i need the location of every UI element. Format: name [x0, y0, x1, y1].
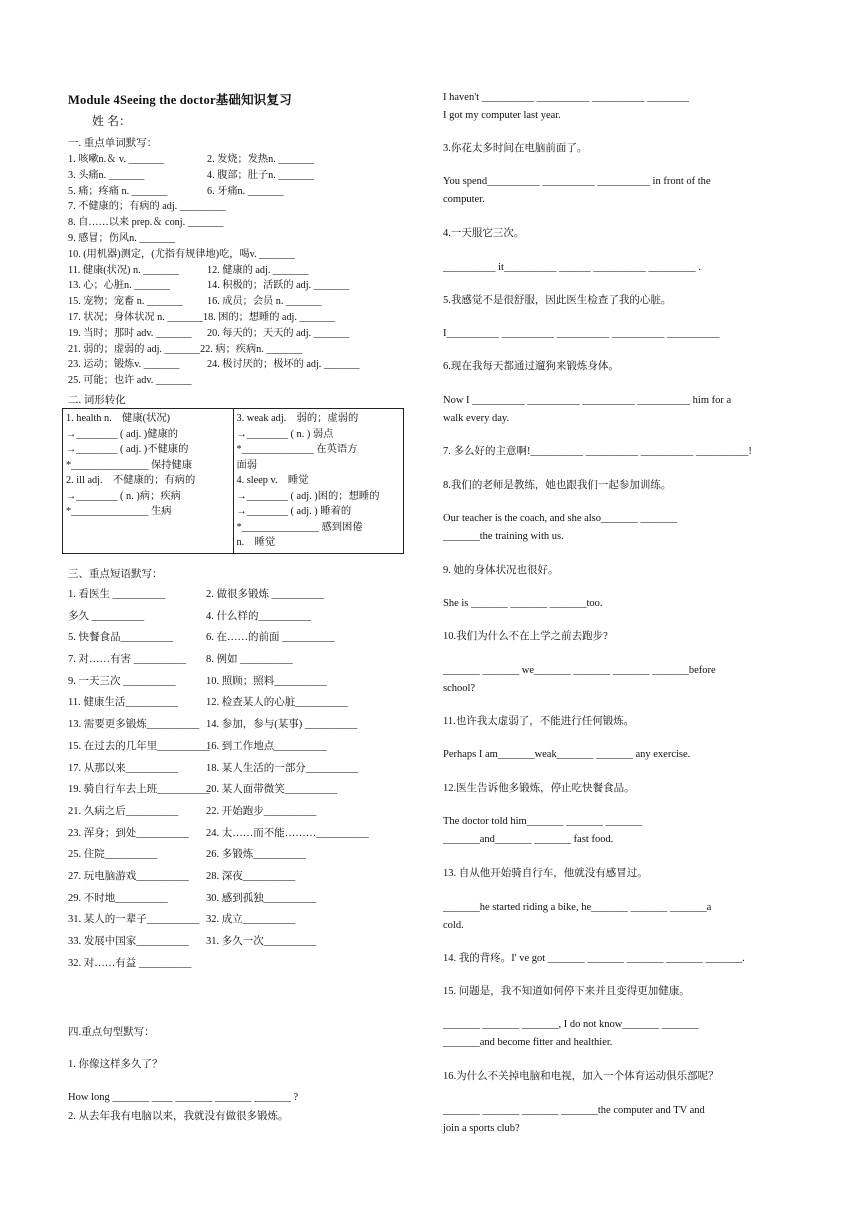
phrase-item: 32. 成立__________ [206, 914, 296, 926]
sentence-line: _______he started riding a bike, he_______ _______ _______a [443, 902, 712, 913]
word-form-line: 2. ill adj. 不健康的；有病的 [66, 475, 196, 486]
phrase-item: 19. 骑自行车去上班__________ [68, 784, 210, 796]
vocab-row [68, 294, 410, 310]
sentence-line: 14. 我的背疼。I' ve got _______ _______ _______ _______ _______. [443, 953, 745, 964]
exercise-item [443, 1016, 793, 1052]
exercise-item [443, 225, 793, 243]
word-form-line: n. 睡觉 [236, 537, 276, 548]
vocab-item: 6. 牙痛n. _______ [207, 185, 284, 197]
name-label: 姓 名： [92, 114, 132, 128]
sentence-line: _______ _______ _______, I do not know_______ _______ [443, 1019, 699, 1030]
section-4-heading: 四.重点句型默写： [68, 1027, 155, 1038]
word-form-line: →________ ( adj. )困的；想睡的 [236, 490, 380, 502]
vocab-row [68, 326, 410, 342]
phrase-row [68, 736, 410, 758]
sentence-line: I got my computer last year. [443, 110, 561, 121]
phrase-item: 13. 需要更多锻炼__________ [68, 719, 200, 731]
sentence-line: 13. 自从他开始骑自行车，他就没有感冒过。 [443, 868, 648, 879]
exercise-item [443, 325, 793, 343]
word-form-line: →________ ( adj. )不健康的 [66, 444, 189, 455]
word-form-line: 3. weak adj. 弱的；虚弱的 [236, 413, 359, 424]
phrase-item: 12. 检查某人的心脏__________ [206, 697, 348, 709]
sentence-line: I__________ __________ __________ __________ __________ [443, 328, 720, 339]
phrase-item: 5. 快餐食品__________ [68, 632, 173, 644]
phrase-item: 2. 做很多锻炼 __________ [206, 589, 325, 600]
sentence-line: Now I __________ __________ __________ __________ him for a [443, 395, 732, 406]
phrase-row [68, 801, 410, 823]
phrase-item: 23. 浑身；到处__________ [68, 827, 189, 839]
sentence-line: _______ _______ we_______ _______ _______ _______before [443, 665, 716, 676]
phrase-item: 28. 深夜__________ [206, 870, 296, 882]
vocab-row [68, 215, 410, 231]
phrase-row [68, 627, 410, 649]
phrase-row [68, 844, 410, 866]
phrase-item: 15. 在过去的几年里__________ [68, 740, 210, 752]
vocab-item: 20. 每天的；天天的 adj. _______ [207, 327, 350, 339]
sentence-line: 16.为什么不关掉电脑和电视，加入一个体育运动俱乐部呢？ [443, 1071, 719, 1082]
phrase-item: 32. 对……有益 __________ [68, 957, 192, 969]
phrase-item: 30. 感到孤独__________ [206, 892, 317, 904]
exercise-item [443, 477, 793, 495]
exercise-item [443, 813, 793, 849]
vocab-item: 9. 感冒；伤风n. _______ [68, 232, 175, 244]
exercise-item [443, 292, 793, 310]
sentence-line: How long _______ ____ _______ _______ _______ ? [68, 1092, 299, 1103]
phrase-row [68, 714, 410, 736]
sentence-line: 11.也许我太虚弱了，不能进行任何锻炼。 [443, 716, 635, 727]
vocab-item: 23. 运动；锻炼v. _______ [68, 359, 180, 371]
phrase-list [68, 584, 410, 974]
exercise-item [443, 1068, 793, 1086]
sentence-line: _______ _______ _______ _______the computer and TV and [443, 1105, 705, 1116]
phrase-row [68, 758, 410, 780]
vocab-item: 21. 弱的；虚弱的 adj. _______22. 病；疾病n. _______ [68, 343, 303, 355]
vocab-item: 10. (用机器)测定，(尤指有规律地)吃，喝v. _______ [68, 248, 295, 260]
phrase-item: 21. 久病之后__________ [68, 805, 179, 817]
vocab-row [68, 263, 410, 279]
vocab-item: 25. 可能；也许 adv. _______ [68, 375, 192, 387]
vocab-row [68, 231, 410, 247]
exercise-item [443, 746, 793, 764]
word-form-line: 面弱 [236, 459, 258, 471]
phrase-row [68, 866, 410, 888]
exercise-item [443, 89, 793, 125]
exercise-item [443, 950, 793, 968]
vocab-row [68, 373, 410, 389]
phrase-item: 20. 某人面带微笑__________ [206, 784, 338, 796]
phrase-item: 6. 在……的前面 __________ [206, 632, 335, 644]
sentence-line: 9. 她的身体状况也很好。 [443, 565, 559, 576]
vocab-item: 15. 宠物；宠畜 n. _______ [68, 296, 183, 308]
phrase-row [68, 671, 410, 693]
sentence-line: computer. [443, 194, 485, 205]
word-form-cell-left [63, 409, 234, 554]
vocab-item: 14. 积极的；活跃的 adj. _______ [207, 280, 350, 292]
sentence-line: Perhaps I am_______weak_______ _______ any exercise. [443, 749, 691, 760]
page-title: Module 4Seeing the doctor基础知识复习 [68, 93, 292, 107]
exercise-item [443, 865, 793, 883]
exercise-item [443, 983, 793, 1001]
phrase-item: 24. 太……而不能………__________ [206, 827, 369, 839]
vocab-item: 1. 咳嗽n.＆ v. _______ [68, 154, 165, 165]
phrase-item: 29. 不时地__________ [68, 892, 168, 904]
section-1-heading: 一. 重点单词默写： [68, 138, 158, 149]
exercise-item [443, 358, 793, 376]
sentence-line: 2. 从去年我有电脑以来，我就没有做很多锻炼。 [68, 1111, 289, 1122]
phrase-item: 8. 例如 __________ [206, 654, 293, 666]
phrase-item: 1. 看医生 __________ [68, 589, 166, 600]
vocab-item: 19. 当时；那时 adv. _______ [68, 327, 192, 339]
sentence-line: school? [443, 683, 476, 694]
vocab-item: 8. 自……以来 prep.＆ conj. _______ [68, 217, 224, 229]
phrase-item: 14. 参加，参与(某事) __________ [206, 719, 358, 731]
exercise-item [443, 595, 793, 613]
phrase-item: 9. 一天三次 __________ [68, 675, 176, 687]
sentence-line: She is _______ _______ _______too. [443, 598, 603, 609]
vocab-item: 11. 健康(状况) n. _______ [68, 264, 179, 276]
vocab-item: 12. 健康的 adj. _______ [207, 264, 309, 276]
sentence-line: 6.现在我每天都通过遛狗来锻炼身体。 [443, 361, 619, 372]
exercise-item [443, 259, 793, 277]
phrase-item: 16. 到工作地点__________ [206, 740, 327, 752]
vocab-item: 3. 头痛n. _______ [68, 169, 145, 181]
word-form-line: *______________ 在英语方 [236, 444, 358, 455]
vocab-row [68, 199, 410, 215]
phrase-row [68, 779, 410, 801]
vocab-item: 5. 痛；疼痛 n. _______ [68, 185, 168, 197]
vocab-item: 2. 发烧；发热n. _______ [207, 154, 314, 165]
sentence-line: 3.你花太多时间在电脑前面了。 [443, 143, 588, 154]
vocab-row [68, 310, 410, 326]
word-form-line: →________ ( adj. ) 睡着的 [236, 506, 352, 517]
vocab-item: 13. 心；心脏n. _______ [68, 280, 170, 292]
sentence-line: _______the training with us. [443, 531, 564, 542]
phrase-row [68, 649, 410, 671]
phrase-item: 7. 对……有害 __________ [68, 654, 187, 666]
sentence-line: 12.医生告诉他多锻炼，停止吃快餐食品。 [443, 783, 635, 794]
phrase-item: 10. 照顾；照料__________ [206, 675, 327, 687]
vocab-item: 17. 状况；身体状况 n. _______18. 困的；想睡的 adj. _______ [68, 311, 336, 323]
phrase-row [68, 953, 410, 975]
exercise-item [443, 510, 793, 546]
sentence-line: 1. 你像这样多久了？ [68, 1059, 163, 1070]
vocab-row [68, 152, 410, 168]
phrase-item: 11. 健康生活__________ [68, 697, 178, 709]
sentence-line: join a sports club? [443, 1123, 520, 1134]
phrase-item: 4. 什么样的__________ [206, 610, 311, 622]
word-form-line: →________ ( adj. )健康的 [66, 428, 179, 440]
section-2-heading: 二. 词形转化 [68, 395, 126, 406]
word-form-cell-right [233, 409, 404, 554]
sentence-line: walk every day. [443, 413, 510, 424]
word-form-line: *_______________ 感到困倦 [236, 521, 363, 533]
exercise-item [443, 562, 793, 580]
sentence-line: 8.我们的老师是教练，她也跟我们一起参加训练。 [443, 480, 672, 491]
sentence-line: 7. 多么好的主意啊!__________ __________ __________ __________! [443, 446, 752, 457]
exercise-item [443, 173, 793, 209]
sentence-line: 5.我感觉不是很舒服，因此医生检查了我的心脏。 [443, 295, 672, 306]
exercise-item [443, 713, 793, 731]
sentence-line: 10.我们为什么不在上学之前去跑步? [443, 631, 608, 642]
word-form-line: 4. sleep v. 睡觉 [236, 475, 309, 486]
vocab-item: 7. 不健康的；有病的 adj. _________ [68, 201, 226, 213]
phrase-row [68, 823, 410, 845]
word-form-line: →________ ( n. )病；疾病 [66, 490, 181, 502]
vocab-list [68, 152, 410, 389]
sentence-line: cold. [443, 920, 464, 931]
phrase-item: 17. 从那以来__________ [68, 762, 179, 774]
vocab-row [68, 184, 410, 200]
exercise-item [443, 140, 793, 158]
phrase-item: 多久 __________ [68, 610, 145, 622]
exercise-item [443, 899, 793, 935]
phrase-item: 33. 发展中国家__________ [68, 936, 189, 947]
exercise-item [443, 1102, 793, 1138]
word-form-line: *_______________ 生病 [66, 506, 172, 517]
phrase-item: 27. 玩电脑游戏__________ [68, 870, 189, 882]
exercise-item [443, 780, 793, 798]
phrase-row [68, 606, 410, 628]
exercise-item [443, 628, 793, 646]
sentence-line: __________ it__________ ______ __________ _________ . [443, 262, 701, 273]
vocab-row [68, 247, 410, 263]
sentence-line: 15. 问题是，我不知道如何停下来并且变得更加健康。 [443, 986, 690, 997]
phrase-row [68, 692, 410, 714]
sentence-line: I haven't __________ __________ __________ ________ [443, 92, 690, 103]
phrase-row [68, 931, 410, 953]
phrase-row [68, 584, 410, 606]
vocab-row [68, 342, 410, 358]
sentence-line: 4.一天服它三次。 [443, 228, 525, 239]
sentence-line: Our teacher is the coach, and she also_______ _______ [443, 513, 678, 524]
phrase-item: 31. 某人的一辈子__________ [68, 914, 200, 926]
phrase-item: 26. 多锻炼__________ [206, 849, 306, 861]
phrase-item: 22. 开始跑步__________ [206, 805, 317, 817]
sentence-line: _______and become fitter and healthier. [443, 1037, 613, 1048]
section-3-heading: 三、重点短语默写： [68, 569, 163, 580]
vocab-row [68, 357, 410, 373]
phrase-item: 25. 住院__________ [68, 849, 158, 861]
vocab-item: 24. 极讨厌的；极坏的 adj. _______ [207, 359, 360, 371]
exercise-item [443, 662, 793, 698]
phrase-row [68, 888, 410, 910]
vocab-item: 4. 腹部；肚子n. _______ [207, 169, 314, 181]
exercise-item [443, 443, 793, 461]
vocab-row [68, 168, 410, 184]
word-form-line: 1. health n. 健康(状况) [66, 413, 171, 424]
phrase-item: 31. 多久一次__________ [206, 936, 317, 947]
word-form-line: *_______________ 保持健康 [66, 459, 193, 471]
word-form-table [62, 408, 404, 554]
vocab-item: 16. 成员；会员 n. _______ [207, 296, 322, 308]
exercise-item [443, 392, 793, 428]
sentence-line: The doctor told him_______ _______ _______ [443, 816, 643, 827]
vocab-row [68, 278, 410, 294]
phrase-item: 18. 某人生活的一部分__________ [206, 762, 359, 774]
sentence-line: _______and_______ _______ fast food. [443, 834, 614, 845]
phrase-row [68, 909, 410, 931]
sentence-line: You spend__________ __________ __________ in front of the [443, 176, 711, 187]
word-form-line: →________ ( n. ) 弱点 [236, 428, 334, 440]
